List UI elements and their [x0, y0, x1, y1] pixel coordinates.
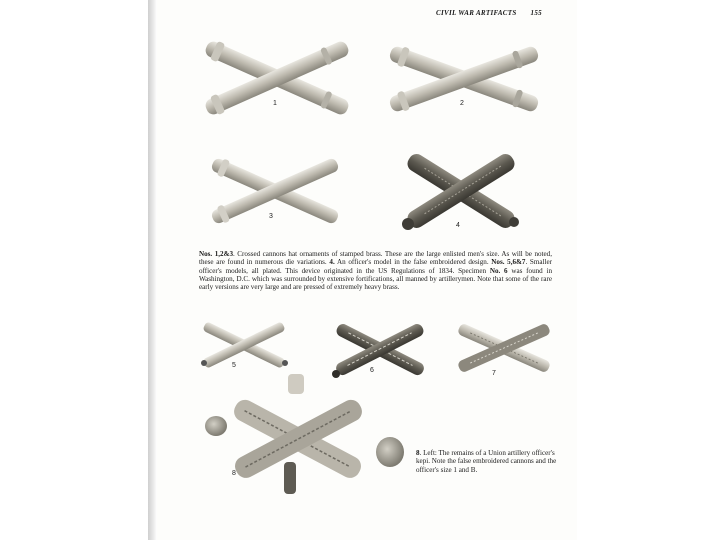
caption-bold: 8 — [416, 449, 420, 457]
book-gutter — [148, 0, 157, 540]
running-header — [436, 9, 542, 17]
caption-figure-8 — [416, 449, 564, 474]
caption-text: was found in Washington, D.C. which was surrounded by extensive fortifications, all manned by artillerymen. Note that some of the rare early versions are very large and are pressed of extremely heavy brass. — [199, 266, 553, 292]
figure-8-kepi-remains — [198, 370, 398, 500]
header-title: CIVIL WAR ARTIFACTS — [436, 9, 517, 17]
caption-bold: Nos. 1,2&3 — [199, 250, 234, 258]
figure-number: 8 — [232, 470, 236, 477]
crossed-cannons-icon — [398, 150, 524, 232]
caption-bold: 4. — [329, 258, 335, 267]
caption-text: . Left: The remains of a Union artillery officer's kepi. Note the false embroidered cannons and the officer's size 1 and B. — [416, 449, 557, 474]
kepi-remains-icon — [198, 370, 398, 500]
caption-main — [199, 250, 552, 291]
figure-number: 3 — [269, 213, 273, 220]
crossed-cannons-icon — [198, 38, 356, 118]
figure-number: 7 — [492, 370, 496, 377]
figure-number: 5 — [232, 362, 236, 369]
figure-4-crossed-cannons — [398, 150, 524, 232]
caption-bold: Nos. 5,6&7 — [491, 258, 526, 267]
crossed-cannons-icon — [198, 323, 290, 367]
crossed-cannons-icon — [384, 40, 544, 118]
figure-number: 2 — [460, 100, 464, 107]
figure-3-crossed-cannons — [205, 155, 345, 227]
caption-text: An officer's model in the false embroidered design. — [334, 258, 492, 267]
figure-number: 1 — [273, 100, 277, 107]
figure-1-crossed-cannons — [198, 38, 356, 118]
caption-text: . Crossed cannons hat ornaments of stamped brass. These are the large enlisted men's size. As will be noted, these are found in numerous die variations. — [199, 250, 552, 267]
figure-7-crossed-cannons — [453, 322, 555, 374]
crossed-cannons-icon — [453, 322, 555, 374]
caption-bold: No. 6 — [489, 266, 508, 275]
figure-number: 6 — [370, 367, 374, 374]
crossed-cannons-icon — [205, 155, 345, 227]
caption-text: . Smaller officer's models, all plated. This device originated in the US Regulations of 1834. Specimen — [199, 258, 552, 275]
figure-5-crossed-cannons — [198, 323, 290, 367]
figure-number: 4 — [456, 222, 460, 229]
figure-2-crossed-cannons — [384, 40, 544, 118]
page-number: 155 — [530, 9, 542, 17]
